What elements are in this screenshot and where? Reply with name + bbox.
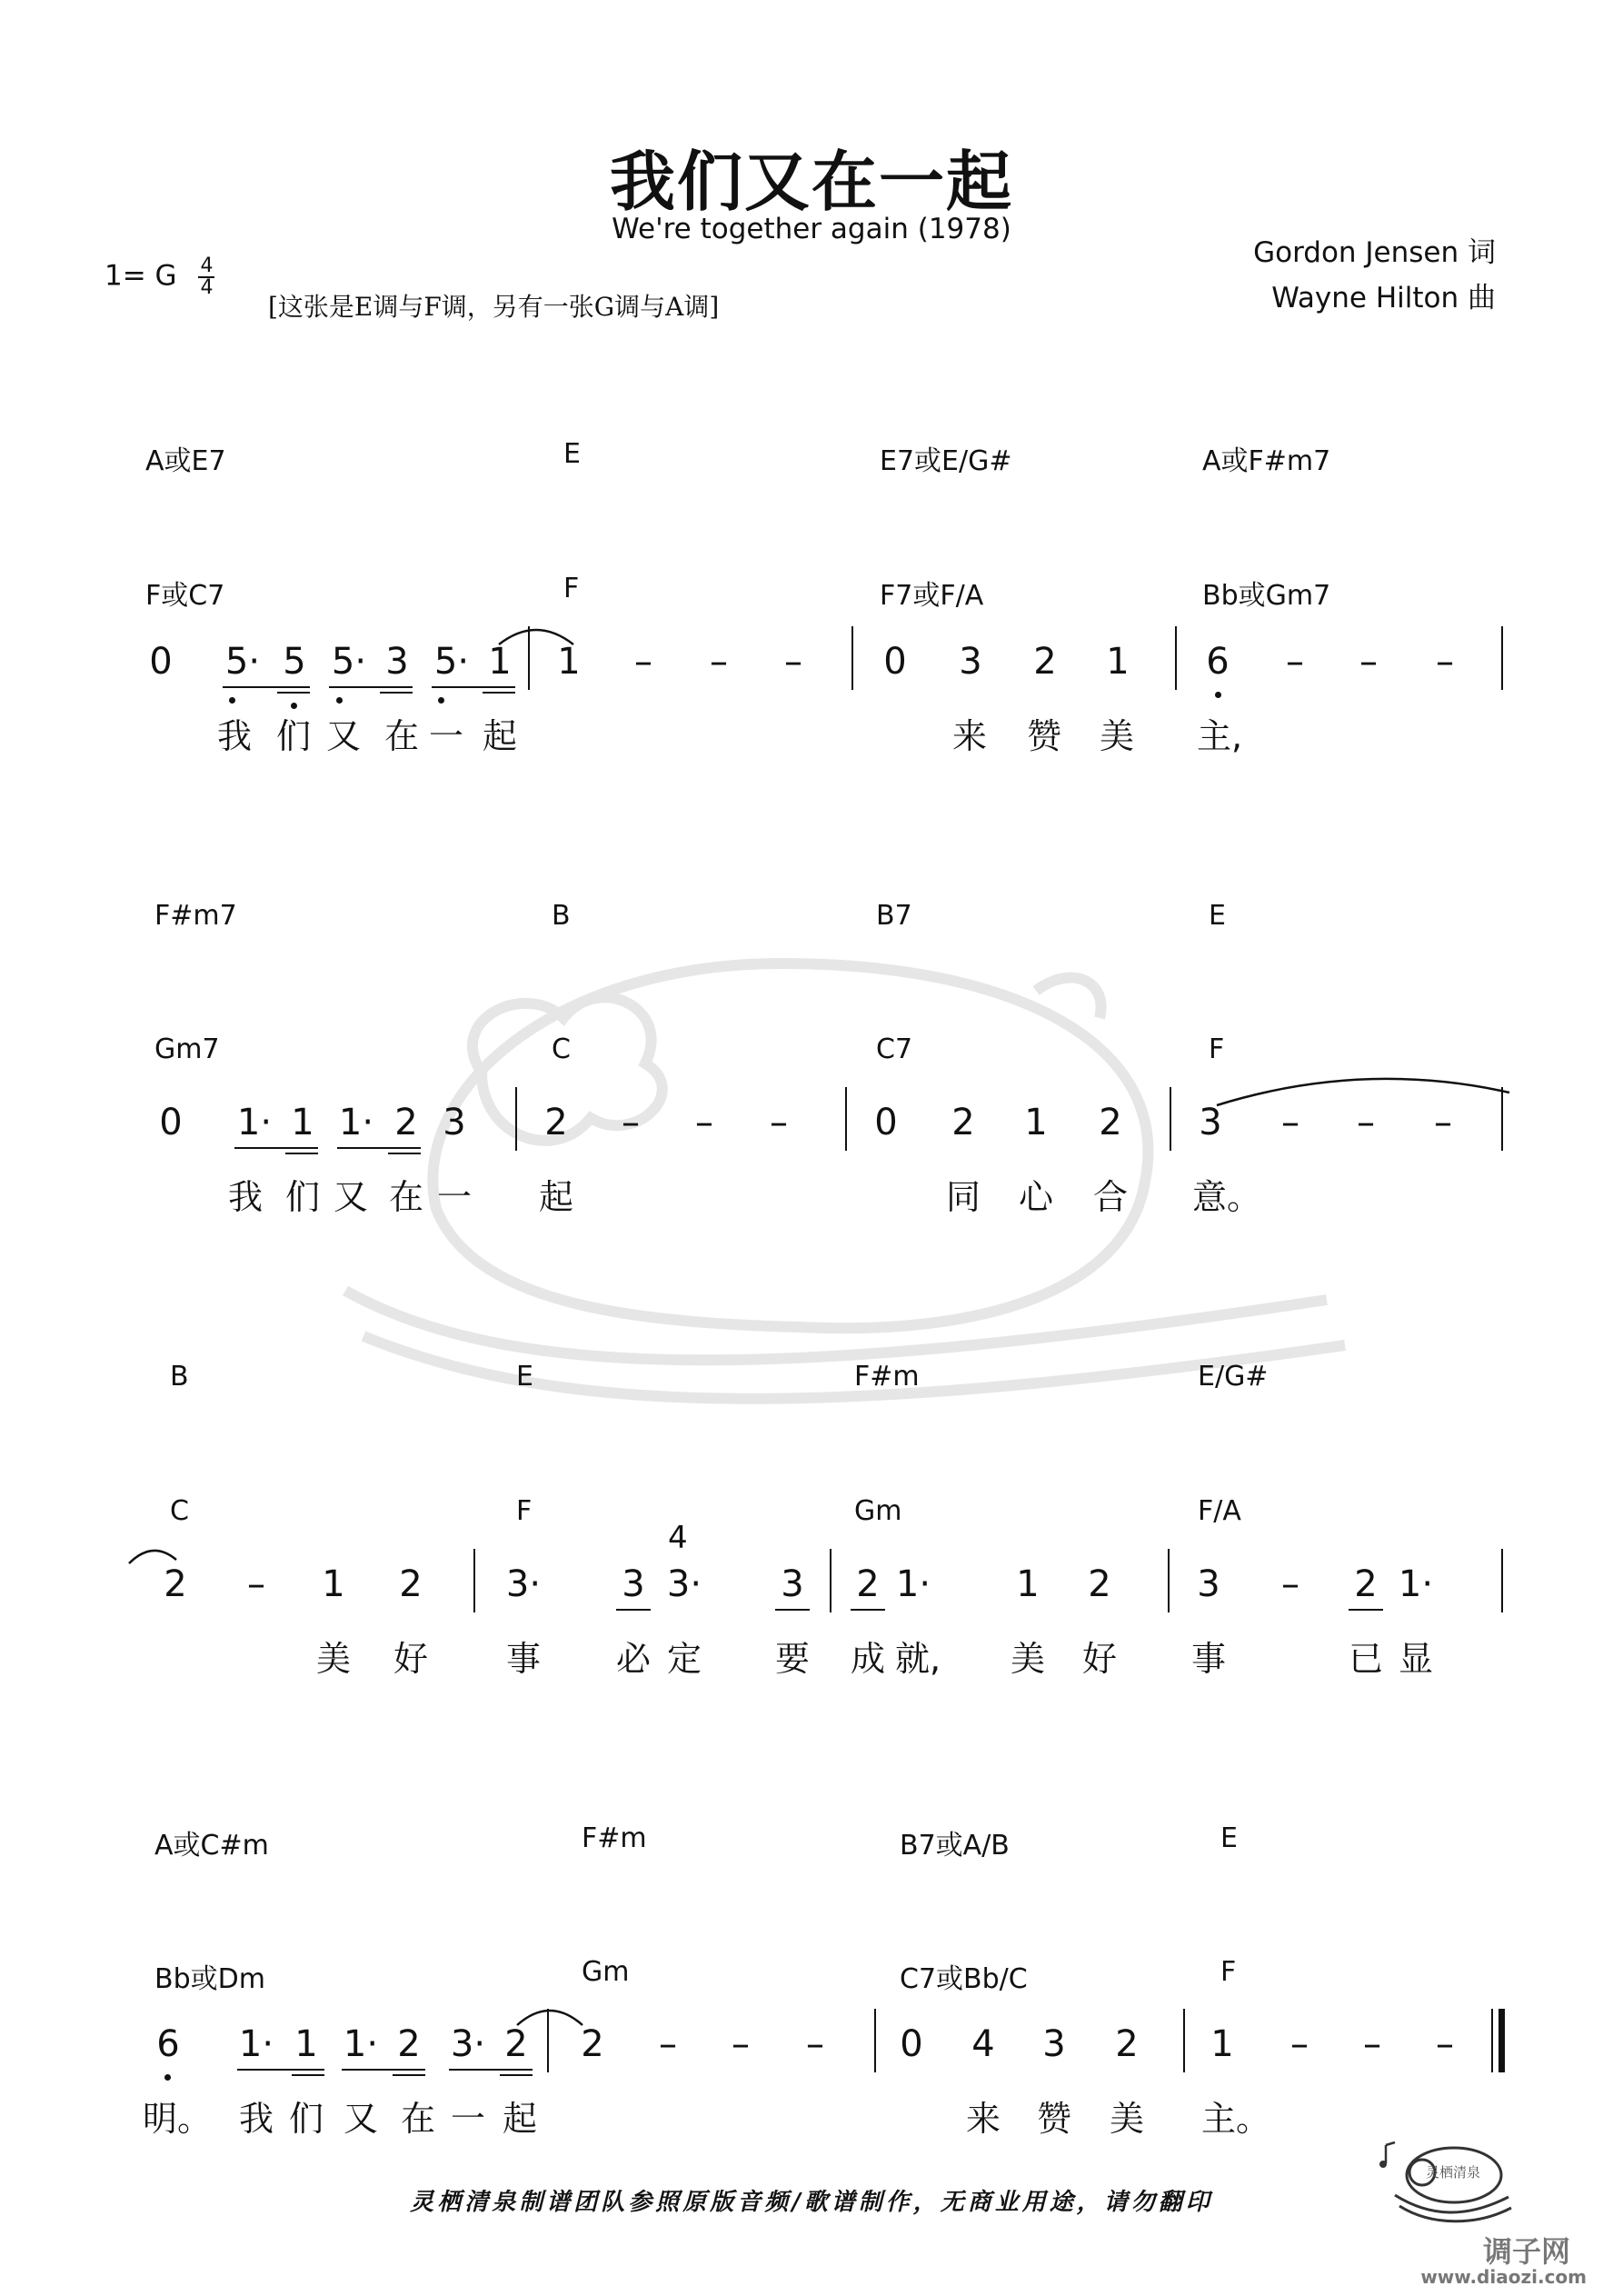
note: 0: [159, 1102, 183, 1143]
lyrics-row: [0, 714, 1623, 795]
note: –: [1436, 641, 1454, 683]
lyric-syllable: 美: [315, 1639, 351, 1679]
note: –: [1434, 1102, 1452, 1143]
chord-symbol: E: [563, 438, 581, 470]
chord-symbol: Gm: [854, 1495, 902, 1527]
lyric-syllable: 美: [1099, 716, 1134, 756]
note: –: [1359, 641, 1378, 683]
sixteenth-beam: [483, 692, 515, 694]
note: 3: [385, 641, 409, 683]
lyric-syllable: 一: [428, 716, 463, 756]
note: –: [695, 1102, 713, 1143]
eighth-beam: [432, 686, 515, 688]
lyric-syllable: 好: [393, 1639, 428, 1679]
chord-symbol: F: [516, 1495, 533, 1527]
lyric-syllable: 在: [400, 2099, 435, 2139]
note: –: [784, 641, 802, 683]
note: 4: [971, 2023, 995, 2065]
note: 3·: [666, 1563, 702, 1605]
bar-line: [473, 1549, 475, 1612]
note: 5: [283, 641, 306, 683]
note: 0: [883, 641, 907, 683]
note: 5·: [224, 641, 261, 683]
song-subtitle: We're together again (1978): [612, 213, 1011, 245]
chord-symbol: A或E7: [145, 445, 226, 477]
note: 2: [856, 1563, 880, 1605]
sixteenth-beam: [285, 1153, 318, 1154]
note: 2: [394, 1102, 418, 1143]
note: –: [770, 1102, 788, 1143]
bar-line: [1183, 2009, 1185, 2072]
eighth-beam: [449, 2069, 533, 2071]
lyric-syllable: 赞: [1026, 716, 1061, 756]
note: 2: [951, 1102, 975, 1143]
eighth-beam: [329, 686, 413, 688]
chord-symbol: E: [516, 1361, 533, 1393]
low-octave-dot: [229, 697, 235, 704]
chord-symbol: A或C#m: [154, 1830, 269, 1862]
notation-row: [0, 2021, 1623, 2103]
lyric-syllable: 心: [1018, 1177, 1053, 1217]
eighth-beam: [234, 1147, 318, 1149]
bar-line: [1170, 1087, 1171, 1151]
note: 5·: [433, 641, 470, 683]
lyric-syllable: 来: [965, 2099, 1001, 2139]
lyric-syllable: 又: [325, 716, 361, 756]
chord-symbol: Gm: [582, 1956, 630, 1988]
lyricist-credit: Gordon Jensen 词: [1253, 236, 1496, 269]
lyric-syllable: 已: [1348, 1639, 1383, 1679]
copyright-footer: 灵栖清泉制谱团队参照原版音频/歌谱制作，无商业用途，请勿翻印: [410, 2189, 1213, 2216]
note: –: [710, 641, 728, 683]
sixteenth-beam: [380, 692, 413, 694]
note: 3·: [505, 1563, 542, 1605]
chord-symbol: C: [552, 1033, 571, 1065]
lyric-syllable: 显: [1398, 1639, 1433, 1679]
note: 1: [1016, 1563, 1040, 1605]
bar-line: [1501, 626, 1503, 690]
bar-line: [830, 1549, 831, 1612]
key-signature: [105, 256, 214, 298]
sheep-logo-icon: [1377, 2131, 1513, 2231]
note: 1·: [895, 1563, 931, 1605]
note: 2: [399, 1563, 423, 1605]
sixteenth-beam: [277, 692, 310, 694]
logo-text: 灵栖清泉: [1425, 2164, 1481, 2181]
note: 1·: [338, 1102, 374, 1143]
chord-symbol: F#m7: [154, 900, 237, 932]
note: –: [1281, 1563, 1299, 1605]
note: –: [806, 2023, 824, 2065]
lyric-syllable: 要: [774, 1639, 810, 1679]
note: 3: [1197, 1563, 1220, 1605]
eighth-beam: [616, 1609, 651, 1611]
note: –: [622, 1102, 640, 1143]
note: 2: [544, 1102, 568, 1143]
lyric-syllable: 又: [333, 1177, 368, 1217]
sixteenth-beam: [292, 2074, 324, 2076]
chord-symbol: F: [1209, 1033, 1225, 1065]
lyric-syllable: 意。: [1192, 1177, 1262, 1217]
note: –: [634, 641, 652, 683]
note: 2: [581, 2023, 604, 2065]
lyric-syllable: 们: [284, 1177, 320, 1217]
chord-symbol: Bb或Dm: [154, 1963, 265, 1995]
bar-line: [874, 2009, 876, 2072]
final-bar-line: [1491, 2009, 1493, 2072]
time-signature: [198, 256, 214, 298]
note: –: [1363, 2023, 1381, 2065]
lyric-syllable: 就,: [894, 1639, 941, 1679]
lyric-syllable: 起: [538, 1177, 573, 1217]
note: 1·: [343, 2023, 379, 2065]
chord-symbol: C: [170, 1495, 189, 1527]
chord-symbol: F#m: [582, 1822, 647, 1854]
tie-arc: [1213, 1073, 1513, 1109]
lyric-syllable: 起: [482, 716, 517, 756]
note: 2: [1115, 2023, 1139, 2065]
note: 3: [1199, 1102, 1222, 1143]
sixteenth-beam: [393, 2074, 425, 2076]
note: 2: [504, 2023, 528, 2065]
eighth-beam: [775, 1609, 810, 1611]
chord-symbol: Gm7: [154, 1033, 220, 1065]
final-bar-line-thick: [1499, 2009, 1505, 2072]
note: 1·: [1398, 1563, 1434, 1605]
time-denominator: 4: [200, 276, 214, 299]
eighth-beam: [342, 2069, 425, 2071]
note: –: [1281, 1102, 1299, 1143]
lyric-syllable: 起: [502, 2099, 537, 2139]
note: 2: [164, 1563, 187, 1605]
note: 3·: [450, 2023, 486, 2065]
chord-symbol: E: [1209, 900, 1226, 932]
note: 2: [1088, 1563, 1111, 1605]
composer-credit: Wayne Hilton 曲: [1271, 282, 1496, 314]
note: –: [1286, 641, 1304, 683]
alternate-note: 4: [668, 1520, 688, 1556]
lyric-syllable: 一: [450, 2099, 485, 2139]
lyric-syllable: 合: [1092, 1177, 1128, 1217]
note: 6: [156, 2023, 180, 2065]
site-name[interactable]: 调子网: [1482, 2234, 1570, 2269]
note: 3: [443, 1102, 466, 1143]
lyric-syllable: 在: [388, 1177, 423, 1217]
lyric-syllable: 我: [227, 1177, 263, 1217]
note: 0: [149, 641, 173, 683]
chord-symbol: E: [1220, 1822, 1238, 1854]
low-octave-dot: [164, 2074, 171, 2081]
lyric-syllable: 一: [436, 1177, 472, 1217]
lyric-syllable: 赞: [1036, 2099, 1071, 2139]
note: –: [1290, 2023, 1309, 2065]
lyrics-row: [0, 1636, 1623, 1718]
note: 1: [1210, 2023, 1234, 2065]
lyric-syllable: 必: [615, 1639, 651, 1679]
time-numerator: 4: [200, 255, 214, 277]
bar-line: [515, 1087, 517, 1151]
site-url[interactable]: www.diaozi.com: [1420, 2266, 1587, 2288]
low-octave-dot: [438, 697, 444, 704]
lyric-syllable: 美: [1010, 1639, 1045, 1679]
bar-line: [1175, 626, 1177, 690]
lyric-syllable: 又: [343, 2099, 378, 2139]
notation-row: [0, 1520, 1623, 1643]
chord-symbol: Bb或Gm7: [1202, 580, 1331, 612]
note: 1: [322, 1563, 345, 1605]
note: 1: [488, 641, 512, 683]
note: 1: [294, 2023, 318, 2065]
note: 0: [900, 2023, 923, 2065]
eighth-beam: [237, 2069, 324, 2071]
chord-symbol: A或F#m7: [1202, 445, 1331, 477]
lyric-syllable: 们: [275, 716, 311, 756]
low-octave-dot: [291, 703, 297, 709]
chord-symbol: B7或A/B: [900, 1830, 1010, 1862]
lyric-syllable: 我: [216, 716, 252, 756]
lyric-syllable: 我: [238, 2099, 274, 2139]
sixteenth-beam: [500, 2074, 533, 2076]
tie-arc: [495, 621, 577, 648]
lyric-syllable: 成: [850, 1639, 885, 1679]
chord-symbol: F: [1220, 1956, 1237, 1988]
note: –: [1436, 2023, 1454, 2065]
eighth-beam: [851, 1609, 885, 1611]
song-title: 我们又在一起: [609, 144, 1013, 220]
note: 1: [557, 641, 581, 683]
lyric-syllable: 来: [951, 716, 987, 756]
chord-symbol: C7: [876, 1033, 913, 1065]
low-octave-dot: [336, 697, 343, 704]
tie-arc: [513, 2002, 586, 2029]
note: 5·: [331, 641, 367, 683]
chord-symbol: E7或E/G#: [880, 445, 1012, 477]
bar-line: [1168, 1549, 1170, 1612]
chord-symbol: E/G#: [1198, 1361, 1269, 1393]
lyric-syllable: 同: [945, 1177, 981, 1217]
lyric-syllable: 美: [1109, 2099, 1144, 2139]
note: 1: [291, 1102, 314, 1143]
note: 3: [781, 1563, 804, 1605]
lyric-syllable: 主。: [1201, 2099, 1271, 2139]
note: 2: [1354, 1563, 1378, 1605]
note: 3: [959, 641, 982, 683]
chord-symbol: F7或F/A: [880, 580, 984, 612]
lyric-syllable: 们: [288, 2099, 324, 2139]
eighth-beam: [1349, 1609, 1383, 1611]
notation-row: [0, 1100, 1623, 1182]
lyrics-row: [0, 1174, 1623, 1256]
chord-symbol: B: [552, 900, 571, 932]
chord-symbol: F或C7: [145, 580, 225, 612]
note: 0: [874, 1102, 898, 1143]
lyric-syllable: 定: [666, 1639, 702, 1679]
chord-symbol: F/A: [1198, 1495, 1241, 1527]
lyric-syllable: 在: [383, 716, 419, 756]
note: –: [1357, 1102, 1375, 1143]
chord-symbol: B7: [876, 900, 912, 932]
lyric-syllable: 主,: [1196, 716, 1243, 756]
eighth-beam: [337, 1147, 421, 1149]
eighth-beam: [223, 686, 310, 688]
bar-line: [845, 1087, 847, 1151]
note: 2: [1033, 641, 1057, 683]
lyric-syllable: 明。: [143, 2099, 213, 2139]
bar-line: [1501, 1549, 1503, 1612]
key-label: 1= G: [105, 259, 177, 293]
note: –: [659, 2023, 677, 2065]
lyric-syllable: 事: [1190, 1639, 1226, 1679]
low-octave-dot: [1215, 692, 1221, 698]
lyric-syllable: 事: [505, 1639, 541, 1679]
note: 6: [1206, 641, 1230, 683]
note: –: [247, 1563, 265, 1605]
chord-symbol: C7或Bb/C: [900, 1963, 1028, 1995]
bar-line: [851, 626, 853, 690]
chord-symbol: F#m: [854, 1361, 920, 1393]
note: 2: [1099, 1102, 1122, 1143]
note: 1·: [236, 1102, 273, 1143]
note: –: [732, 2023, 750, 2065]
chord-symbol: B: [170, 1361, 189, 1393]
note: 1·: [238, 2023, 274, 2065]
note: 1: [1106, 641, 1130, 683]
notation-row: [0, 639, 1623, 721]
note: 1: [1024, 1102, 1048, 1143]
note: 3: [1042, 2023, 1066, 2065]
lyric-syllable: 好: [1081, 1639, 1117, 1679]
note: 3: [622, 1563, 645, 1605]
version-note: [这张是E调与F调，另有一张G调与A调]: [268, 292, 720, 322]
chord-symbol: F: [563, 573, 580, 604]
note: 2: [397, 2023, 421, 2065]
sixteenth-beam: [388, 1153, 421, 1154]
